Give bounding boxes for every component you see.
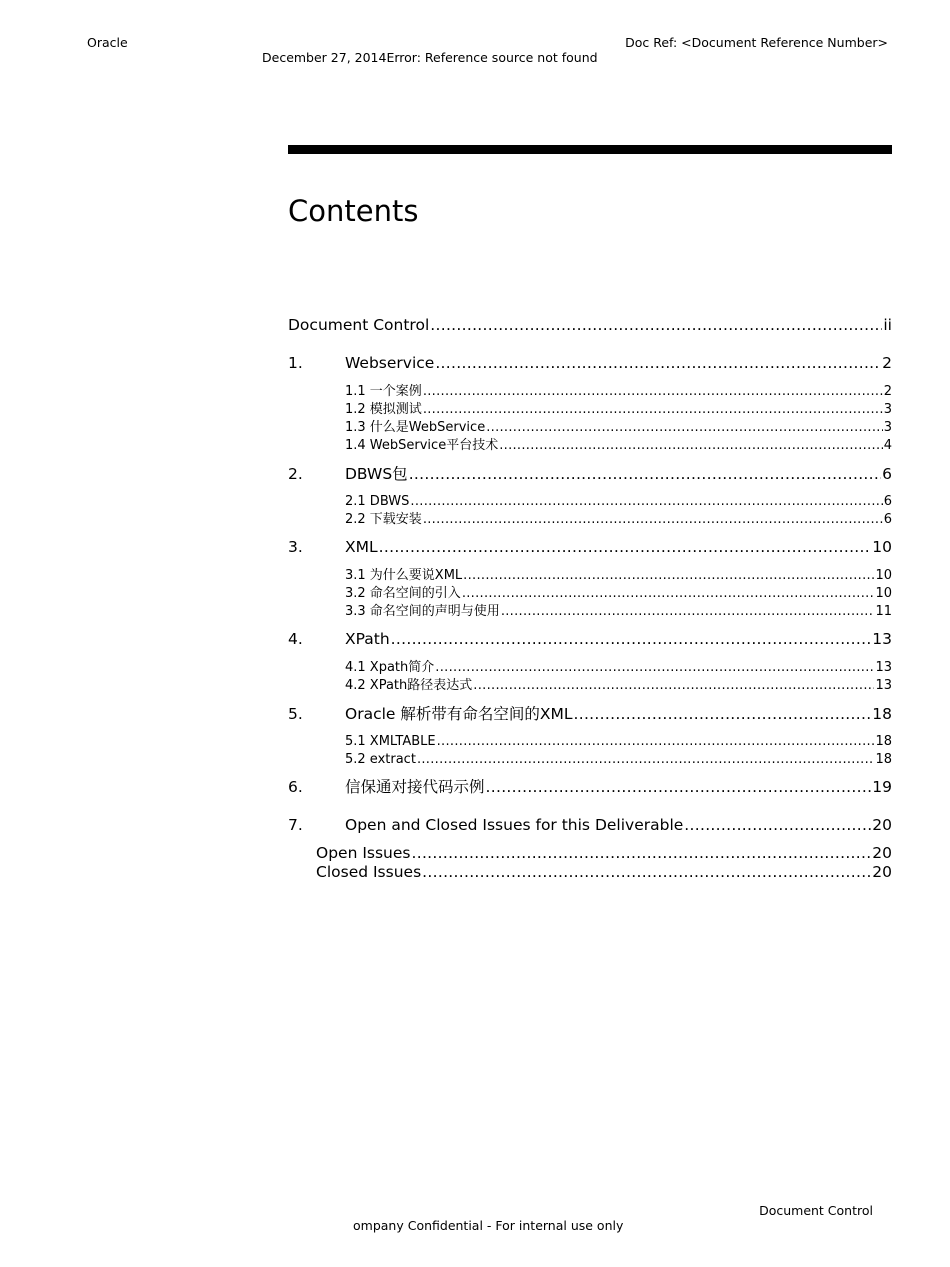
toc-entry-label: 1.3 什么是WebService [345, 420, 486, 435]
toc-entry-label: 1.2 模拟测试 [345, 402, 422, 417]
toc-subsection-4-2[interactable] [345, 677, 892, 695]
toc-dot-leader [391, 629, 872, 649]
toc-page-number: 18 [875, 752, 892, 767]
toc-subsection-2-1[interactable] [345, 493, 892, 511]
toc-page-number: 6 [883, 494, 892, 509]
toc-dot-leader [499, 437, 883, 455]
toc-subsection-5-2[interactable] [345, 751, 892, 769]
toc-dot-leader [435, 353, 881, 373]
toc-dot-leader [422, 862, 871, 882]
toc-page-number: 20 [872, 863, 892, 881]
toc-entry-label: DBWS包 [345, 465, 408, 483]
toc-dot-leader [423, 511, 883, 529]
toc-page-number: 18 [875, 734, 892, 749]
toc-entry-label: Webservice [345, 354, 435, 372]
toc-entry-label: 3.2 命名空间的引入 [345, 586, 461, 601]
toc-dot-leader [410, 493, 882, 511]
header-company: Oracle [87, 35, 128, 50]
toc-dot-leader [411, 843, 871, 863]
toc-page-number: 10 [872, 538, 892, 556]
toc-section-7[interactable] [288, 815, 892, 835]
toc-page-number: ii [883, 316, 892, 334]
toc-page-number: 13 [875, 678, 892, 693]
toc-dot-leader [423, 401, 883, 419]
toc-subsection-3-2[interactable] [345, 585, 892, 603]
toc-issues-2[interactable] [316, 862, 892, 882]
toc-entry-label: 信保通对接代码示例 [345, 778, 485, 796]
footer-confidential: ompany Confidential - For internal use only [353, 1218, 624, 1233]
toc-entry-label: XPath [345, 630, 390, 648]
toc-section-3[interactable] [288, 537, 892, 557]
footer-section: Document Control [759, 1203, 873, 1218]
toc-subsection-3-1[interactable] [345, 567, 892, 585]
toc-page-number: 19 [872, 778, 892, 796]
toc-page-number: 20 [872, 816, 892, 834]
toc-subsection-1-3[interactable] [345, 419, 892, 437]
toc-entry-number: 6. [288, 778, 303, 796]
toc-entry-label: Open Issues [316, 844, 411, 862]
toc-entry-label: 2.2 下载安装 [345, 512, 422, 527]
toc-dot-leader [463, 567, 874, 585]
title-rule [288, 145, 892, 154]
toc-entry-number: 5. [288, 705, 303, 723]
toc-dot-leader [417, 751, 875, 769]
toc-page-number: 6 [883, 512, 892, 527]
toc-dot-leader [435, 659, 874, 677]
toc-page-number: 2 [883, 384, 892, 399]
toc-entry-number: 3. [288, 538, 303, 556]
toc-dot-leader [574, 704, 872, 724]
toc-dot-leader [473, 677, 874, 695]
toc-entry-label: 1.1 一个案例 [345, 384, 422, 399]
toc-subsection-3-3[interactable] [345, 603, 892, 621]
toc-dot-leader [486, 777, 872, 797]
toc-dot-leader [486, 419, 883, 437]
toc-page-number: 18 [872, 705, 892, 723]
toc-page-number: 2 [882, 354, 892, 372]
toc-section-1[interactable] [288, 353, 892, 373]
header-doc-ref: Doc Ref: <Document Reference Number> [625, 35, 888, 50]
toc-dot-leader [501, 603, 875, 621]
toc-subsection-1-1[interactable] [345, 383, 892, 401]
toc-section-4[interactable] [288, 629, 892, 649]
toc-dot-leader [379, 537, 872, 557]
toc-page-number: 6 [882, 465, 892, 483]
toc-issues-1[interactable] [316, 843, 892, 863]
toc-page-number: 3 [883, 402, 892, 417]
toc-dot-leader [423, 383, 883, 401]
toc-entry-label: Oracle 解析带有命名空间的XML [345, 705, 573, 723]
toc-entry-label: 2.1 DBWS [345, 494, 410, 509]
toc-dot-leader [430, 315, 882, 335]
toc-subsection-2-2[interactable] [345, 511, 892, 529]
page-title: Contents [288, 194, 419, 228]
toc-dot-leader [437, 733, 875, 751]
toc-subsection-5-1[interactable] [345, 733, 892, 751]
toc-section-2[interactable] [288, 464, 892, 484]
toc-entry-label: 1.4 WebService平台技术 [345, 438, 499, 453]
toc-page-number: 10 [875, 586, 892, 601]
toc-entry-number: 2. [288, 465, 303, 483]
toc-subsection-1-2[interactable] [345, 401, 892, 419]
toc-entry-label: Open and Closed Issues for this Deliverable [345, 816, 684, 834]
toc-entry-label: 4.1 Xpath简介 [345, 660, 435, 675]
toc-page-number: 13 [875, 660, 892, 675]
toc-dot-leader [409, 464, 881, 484]
toc-entry-label: 5.1 XMLTABLE [345, 734, 436, 749]
header-date-line: December 27, 2014Error: Reference source not found [262, 50, 598, 65]
toc-entry-label: XML [345, 538, 378, 556]
toc-page-number: 20 [872, 844, 892, 862]
toc-page-number: 11 [875, 604, 892, 619]
toc-dot-leader [684, 815, 871, 835]
toc-page-number: 3 [883, 420, 892, 435]
toc-section-5[interactable] [288, 704, 892, 724]
toc-entry-label: 3.3 命名空间的声明与使用 [345, 604, 500, 619]
toc-entry-number: 1. [288, 354, 303, 372]
toc-entry-number: 7. [288, 816, 303, 834]
toc-entry-label: 5.2 extract [345, 752, 416, 767]
toc-entry-label: 4.2 XPath路径表达式 [345, 678, 473, 693]
toc-entry-document-control[interactable] [288, 315, 892, 335]
toc-dot-leader [462, 585, 875, 603]
toc-page-number: 13 [872, 630, 892, 648]
toc-entry-label: Document Control [288, 316, 430, 334]
toc-entry-label: 3.1 为什么要说XML [345, 568, 463, 583]
toc-entry-number: 4. [288, 630, 303, 648]
toc-entry-label: Closed Issues [316, 863, 422, 881]
toc-page-number: 10 [875, 568, 892, 583]
toc-section-6[interactable] [288, 777, 892, 797]
toc-subsection-1-4[interactable] [345, 437, 892, 455]
toc-subsection-4-1[interactable] [345, 659, 892, 677]
toc-page-number: 4 [883, 438, 892, 453]
